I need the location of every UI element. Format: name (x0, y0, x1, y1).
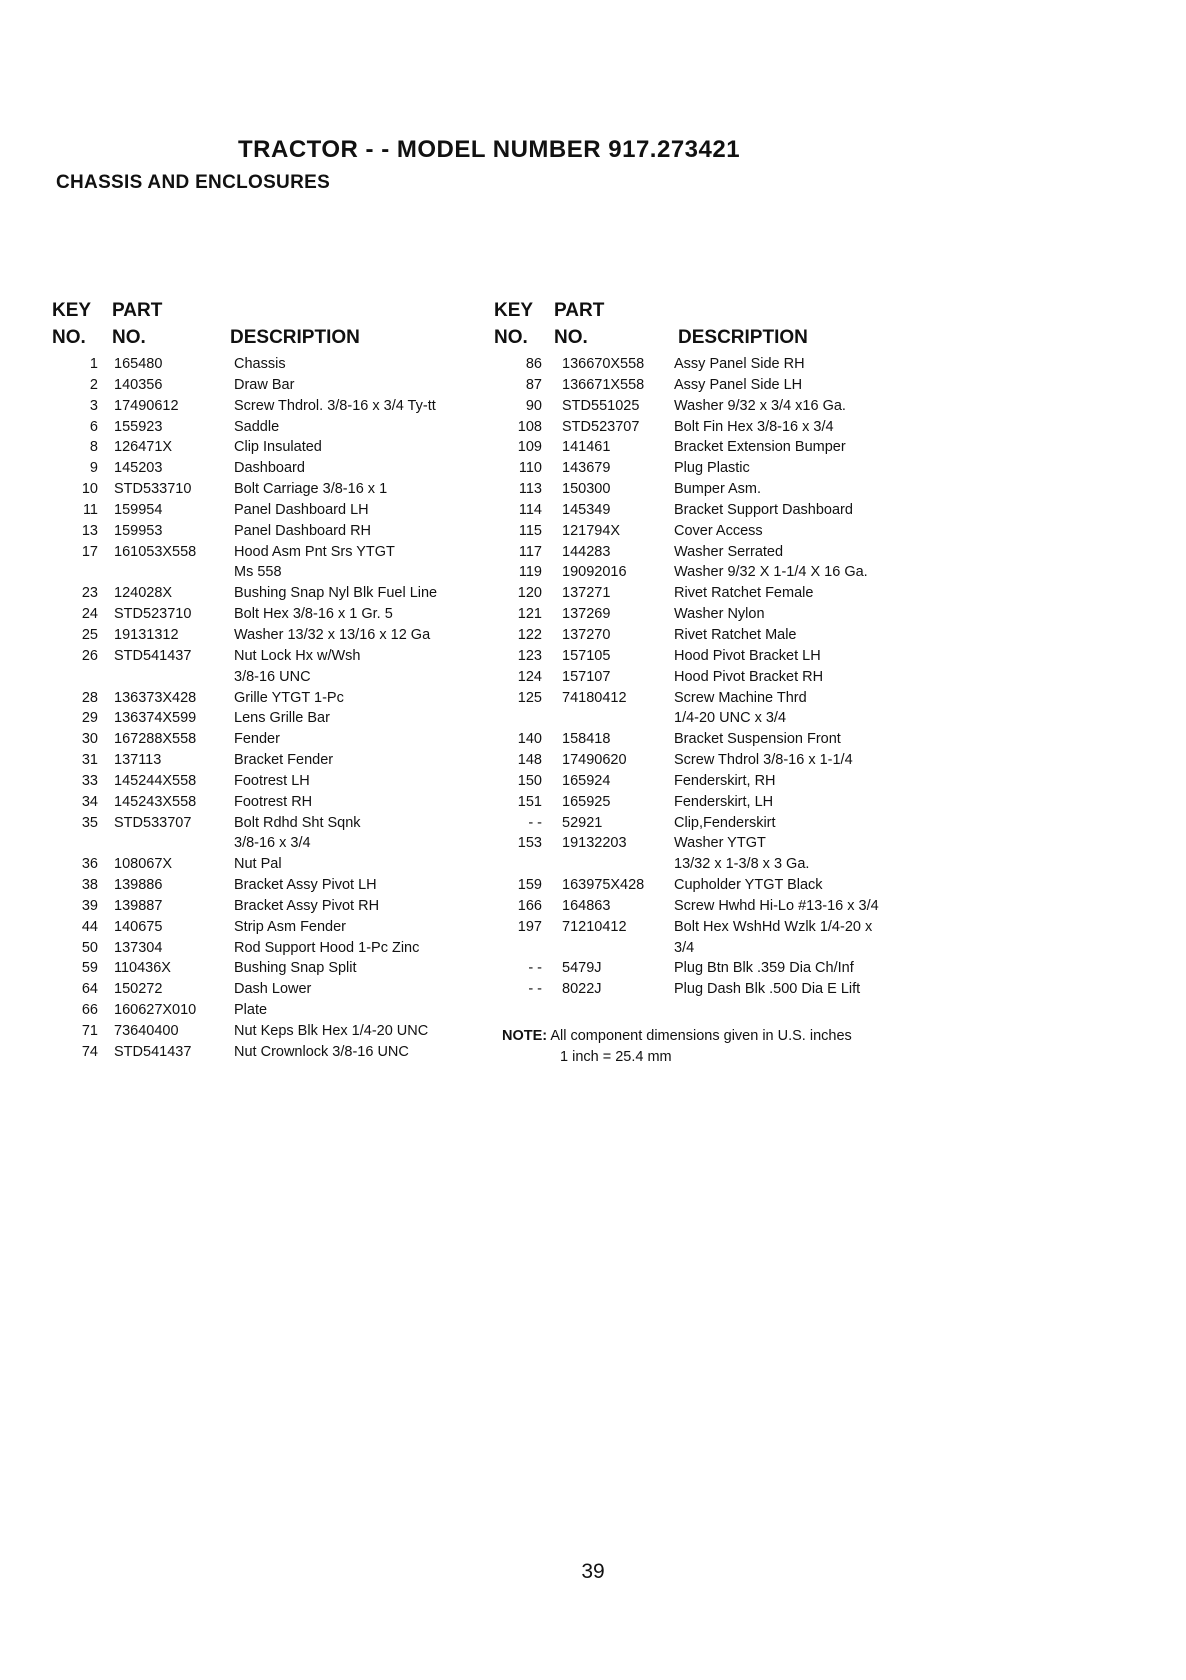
table-row (482, 667, 952, 688)
key-number: 120 (517, 585, 542, 602)
part-number: 159954 (114, 501, 163, 518)
key-number: 159 (517, 877, 542, 894)
part-number: 158418 (562, 731, 611, 748)
note-text: All component dimensions given in U.S. inches (550, 1028, 852, 1044)
part-description: Bracket Fender (234, 752, 334, 769)
part-description: Nut Crownlock 3/8-16 UNC (234, 1043, 409, 1060)
table-row (482, 354, 952, 375)
part-description: Plug Dash Blk .500 Dia E Lift (674, 981, 861, 998)
part-number: 141461 (562, 439, 611, 456)
table-row (40, 562, 510, 583)
key-number: 24 (81, 606, 98, 623)
key-number: 26 (81, 647, 98, 664)
part-number: 160627X010 (114, 1002, 197, 1019)
table-row (482, 750, 952, 771)
key-number: 3 (89, 397, 98, 414)
part-number: 73640400 (114, 1023, 179, 1039)
part-description: Bracket Assy Pivot LH (234, 877, 377, 894)
key-label: KEY (52, 300, 92, 321)
part-description: Bumper Asm. (674, 481, 762, 498)
part-description: Bolt Carriage 3/8-16 x 1 (234, 481, 388, 498)
part-description: Bolt Hex 3/8-16 x 1 Gr. 5 (234, 606, 393, 623)
table-row (40, 458, 510, 479)
table-row (40, 792, 510, 813)
part-number: 165924 (562, 772, 611, 789)
table-header-left (40, 300, 510, 354)
part-number: 164863 (562, 897, 611, 914)
key-number: 197 (517, 918, 542, 935)
table-row (40, 833, 510, 854)
part-number: STD541437 (114, 1043, 192, 1060)
part-number: 74180412 (562, 689, 627, 706)
table-row (40, 1042, 510, 1063)
table-row (482, 479, 952, 500)
table-row (40, 688, 510, 709)
table-row (40, 958, 510, 979)
key-number: 44 (81, 918, 98, 935)
part-number: 17490620 (562, 752, 627, 769)
part-label: PART (112, 300, 163, 321)
part-number: 136671X558 (562, 376, 645, 393)
part-number: 108067X (114, 856, 173, 873)
part-number: 145244X558 (114, 772, 197, 789)
part-description: Rod Support Hood 1-Pc Zinc (234, 939, 420, 956)
key-no-label: NO. (52, 327, 86, 348)
key-number: 39 (81, 897, 98, 914)
table-row (40, 375, 510, 396)
key-number: 123 (517, 647, 542, 664)
part-description: Assy Panel Side LH (674, 376, 803, 393)
part-description: Clip,Fenderskirt (674, 814, 776, 831)
part-number: STD533707 (114, 814, 192, 831)
part-number: STD551025 (562, 397, 640, 414)
table-row (40, 646, 510, 667)
description-label: DESCRIPTION (230, 327, 360, 348)
part-description: Screw Thdrol 3/8-16 x 1-1/4 (674, 752, 853, 769)
key-number: 148 (517, 752, 542, 769)
table-row (482, 917, 952, 938)
key-number: 23 (81, 585, 98, 602)
key-number: 117 (518, 543, 542, 560)
part-description: Cupholder YTGT Black (674, 877, 823, 894)
table-row (482, 688, 952, 709)
key-number: 122 (517, 626, 542, 643)
key-number: 121 (517, 606, 542, 623)
table-row (482, 625, 952, 646)
key-number: 1 (89, 356, 98, 372)
part-description: Fenderskirt, RH (674, 772, 776, 789)
table-row (40, 875, 510, 896)
part-number: 124028X (114, 585, 173, 602)
table-row (40, 938, 510, 959)
key-number: 125 (517, 689, 542, 706)
part-number: 150300 (562, 481, 611, 498)
part-number: 19131312 (114, 626, 179, 643)
part-number: 163975X428 (562, 877, 645, 894)
part-number: 145203 (114, 460, 163, 477)
key-number: - - (528, 960, 542, 977)
table-row (40, 625, 510, 646)
part-number: 110436X (114, 960, 171, 977)
table-row (40, 417, 510, 438)
table-row (482, 542, 952, 563)
key-number: 119 (518, 564, 542, 581)
part-number: 161053X558 (114, 543, 197, 560)
part-number: 140356 (114, 376, 163, 393)
key-number: 109 (517, 439, 542, 456)
part-description: Clip Insulated (234, 439, 322, 456)
table-row (40, 917, 510, 938)
table-row (482, 500, 952, 521)
part-description: Bushing Snap Nyl Blk Fuel Line (234, 585, 438, 602)
part-number: 5479J (562, 960, 602, 977)
key-number: 17 (81, 543, 98, 560)
part-description: Plug Plastic (674, 460, 750, 477)
table-row (40, 771, 510, 792)
table-row (482, 562, 952, 583)
key-number: 71 (81, 1023, 98, 1039)
part-description: Bracket Extension Bumper (674, 439, 846, 456)
table-row (40, 542, 510, 563)
table-row (40, 500, 510, 521)
part-number: 145243X558 (114, 793, 197, 810)
key-number: 29 (81, 710, 98, 727)
table-row (482, 583, 952, 604)
parts-table-left (40, 300, 510, 1063)
part-description: Bushing Snap Split (234, 960, 357, 977)
key-number: 90 (525, 397, 542, 414)
part-number: 144283 (562, 543, 611, 560)
key-number: 115 (518, 522, 542, 539)
key-number: 110 (518, 460, 542, 477)
part-description: Bolt Fin Hex 3/8-16 x 3/4 (674, 418, 834, 435)
part-number: 165480 (114, 356, 163, 372)
part-description: Washer Nylon (674, 606, 765, 623)
key-number: 86 (525, 356, 542, 372)
key-number: 150 (517, 772, 542, 789)
part-number: STD533710 (114, 481, 192, 498)
table-row (482, 854, 952, 875)
table-row (482, 521, 952, 542)
part-number: STD523707 (562, 418, 640, 435)
part-number: 145349 (562, 501, 611, 518)
part-description: Ms 558 (234, 564, 282, 581)
part-number: 155923 (114, 418, 163, 435)
part-number: 136670X558 (562, 356, 645, 372)
part-number: STD541437 (114, 647, 192, 664)
table-row (482, 458, 952, 479)
key-number: 13 (81, 522, 98, 539)
key-number: 114 (518, 501, 542, 518)
key-number: 74 (81, 1043, 98, 1060)
part-description: Plate (234, 1002, 268, 1019)
part-number: 137304 (114, 939, 163, 956)
table-row (40, 979, 510, 1000)
table-row (482, 396, 952, 417)
part-description: Cover Access (674, 522, 763, 539)
part-description: Washer Serrated (674, 543, 784, 560)
table-row (40, 896, 510, 917)
key-number: 30 (81, 731, 98, 748)
key-number: 59 (81, 960, 98, 977)
part-number: 19092016 (562, 564, 627, 581)
table-row (40, 667, 510, 688)
key-number: 35 (81, 814, 98, 831)
part-number: 17490612 (114, 397, 179, 414)
key-number: 34 (81, 793, 98, 810)
part-number: 167288X558 (114, 731, 197, 748)
key-number: 50 (81, 939, 98, 956)
part-number: 136373X428 (114, 689, 197, 706)
part-number: 165925 (562, 793, 611, 810)
key-number: 108 (517, 418, 542, 435)
table-row (40, 750, 510, 771)
part-description: Washer 13/32 x 13/16 x 12 Ga (234, 626, 431, 643)
part-description: Draw Bar (234, 376, 295, 393)
table-row (40, 354, 510, 375)
left-rows (40, 354, 510, 1063)
part-number: 140675 (114, 918, 163, 935)
part-description: Dashboard (234, 460, 305, 477)
part-number: 19132203 (562, 835, 627, 852)
part-description: 13/32 x 1-3/8 x 3 Ga. (674, 856, 810, 873)
part-no-label: NO. (112, 327, 146, 348)
part-number: 157105 (562, 647, 611, 664)
part-description: Chassis (234, 356, 286, 372)
part-description: Nut Keps Blk Hex 1/4-20 UNC (234, 1023, 429, 1039)
page-number: 39 (581, 1560, 605, 1583)
section-title: CHASSIS AND ENCLOSURES (56, 172, 331, 193)
table-row (40, 479, 510, 500)
part-description: Washer YTGT (674, 835, 766, 852)
part-description: Fender (234, 731, 280, 748)
part-number: 139887 (114, 897, 163, 914)
table-row (482, 375, 952, 396)
part-number: 52921 (562, 814, 603, 831)
part-description: Screw Hwhd Hi-Lo #13-16 x 3/4 (674, 897, 879, 914)
key-number: 36 (81, 856, 98, 873)
part-description: Panel Dashboard RH (234, 522, 372, 539)
table-row (40, 437, 510, 458)
part-number: 71210412 (562, 918, 627, 935)
table-row (40, 1021, 510, 1042)
part-description: Bolt Rdhd Sht Sqnk (234, 814, 361, 831)
part-description: Panel Dashboard LH (234, 501, 369, 518)
note-label: NOTE: (502, 1028, 548, 1044)
part-number: 137271 (562, 585, 611, 602)
part-description: Hood Pivot Bracket LH (674, 647, 821, 664)
part-number: 136374X599 (114, 710, 197, 727)
part-description: 3/8-16 UNC (234, 668, 311, 685)
table-row (40, 604, 510, 625)
table-row (482, 833, 952, 854)
table-row (482, 417, 952, 438)
key-number: 11 (82, 501, 98, 518)
part-description: Fenderskirt, LH (674, 793, 774, 810)
part-description: Hood Pivot Bracket RH (674, 668, 824, 685)
table-row (482, 437, 952, 458)
part-no-label: NO. (554, 327, 588, 348)
part-description: Washer 9/32 x 3/4 x16 Ga. (674, 397, 846, 414)
table-row (482, 979, 952, 1000)
part-description: Bracket Support Dashboard (674, 501, 853, 518)
part-number: 126471X (114, 439, 173, 456)
table-row (40, 521, 510, 542)
key-number: 28 (81, 689, 98, 706)
key-number: 25 (81, 626, 98, 643)
part-description: Grille YTGT 1-Pc (234, 689, 344, 706)
key-number: 124 (517, 668, 542, 685)
dimension-note (502, 1026, 852, 1068)
part-description: Bracket Assy Pivot RH (234, 897, 380, 914)
key-number: 140 (517, 731, 542, 748)
part-number: 159953 (114, 522, 163, 539)
table-row (482, 646, 952, 667)
key-number: 151 (517, 793, 542, 810)
key-number: 66 (81, 1002, 98, 1019)
table-row (40, 583, 510, 604)
part-number: 137269 (562, 606, 611, 623)
key-number: 2 (89, 376, 98, 393)
part-label: PART (554, 300, 605, 321)
key-number: 10 (81, 481, 98, 498)
table-row (40, 813, 510, 834)
part-number: 157107 (562, 668, 611, 685)
key-number: - - (528, 981, 542, 998)
part-description: Plug Btn Blk .359 Dia Ch/Inf (674, 960, 854, 977)
part-number: 8022J (562, 981, 602, 998)
part-description: Nut Pal (234, 856, 282, 873)
key-number: 64 (81, 981, 98, 998)
key-number: - - (528, 814, 542, 831)
key-number: 9 (89, 460, 98, 477)
part-description: Nut Lock Hx w/Wsh (234, 647, 361, 664)
table-row (482, 604, 952, 625)
part-description: 1/4-20 UNC x 3/4 (674, 710, 787, 727)
part-description: Hood Asm Pnt Srs YTGT (234, 543, 395, 560)
key-number: 6 (89, 418, 98, 435)
part-description: Strip Asm Fender (234, 918, 347, 935)
table-row (40, 729, 510, 750)
key-number: 38 (81, 877, 98, 894)
table-row (40, 708, 510, 729)
part-description: Lens Grille Bar (234, 710, 330, 727)
part-number: 139886 (114, 877, 163, 894)
part-number: 137113 (114, 752, 162, 769)
part-number: 150272 (114, 981, 163, 998)
part-description: Bolt Hex WshHd Wzlk 1/4-20 x (674, 918, 873, 935)
table-row (40, 854, 510, 875)
page-title: TRACTOR - - MODEL NUMBER 917.273421 (238, 136, 741, 163)
part-number: 143679 (562, 460, 611, 477)
table-row (482, 813, 952, 834)
table-header-right (482, 300, 952, 354)
part-description: 3/8-16 x 3/4 (234, 835, 311, 852)
part-description: 3/4 (674, 939, 695, 956)
part-description: Washer 9/32 X 1-1/4 X 16 Ga. (674, 564, 868, 581)
table-row (482, 938, 952, 959)
key-label: KEY (494, 300, 534, 321)
key-no-label: NO. (494, 327, 528, 348)
part-description: Screw Machine Thrd (674, 689, 807, 706)
right-rows (482, 354, 952, 1000)
table-row (40, 1000, 510, 1021)
key-number: 153 (517, 835, 542, 852)
table-row (482, 729, 952, 750)
description-label: DESCRIPTION (678, 327, 808, 348)
part-description: Bracket Suspension Front (674, 731, 841, 748)
part-number: 121794X (562, 522, 621, 539)
key-number: 113 (518, 481, 542, 498)
key-number: 31 (81, 752, 98, 769)
table-row (482, 896, 952, 917)
table-row (40, 396, 510, 417)
note-conversion: 1 inch = 25.4 mm (560, 1049, 672, 1065)
part-description: Rivet Ratchet Male (674, 626, 797, 643)
parts-table-right (482, 300, 952, 1000)
part-description: Screw Thdrol. 3/8-16 x 3/4 Ty-tt (234, 397, 436, 414)
part-description: Footrest RH (234, 793, 313, 810)
part-description: Saddle (234, 418, 280, 435)
table-row (482, 771, 952, 792)
part-description: Rivet Ratchet Female (674, 585, 814, 602)
key-number: 166 (517, 897, 542, 914)
part-number: STD523710 (114, 606, 192, 623)
table-row (482, 708, 952, 729)
table-row (482, 958, 952, 979)
part-description: Dash Lower (234, 981, 312, 998)
key-number: 87 (525, 376, 542, 393)
key-number: 8 (89, 439, 98, 456)
key-number: 33 (81, 772, 98, 789)
table-row (482, 875, 952, 896)
table-row (482, 792, 952, 813)
part-description: Footrest LH (234, 772, 310, 789)
part-description: Assy Panel Side RH (674, 356, 805, 372)
part-number: 137270 (562, 626, 611, 643)
